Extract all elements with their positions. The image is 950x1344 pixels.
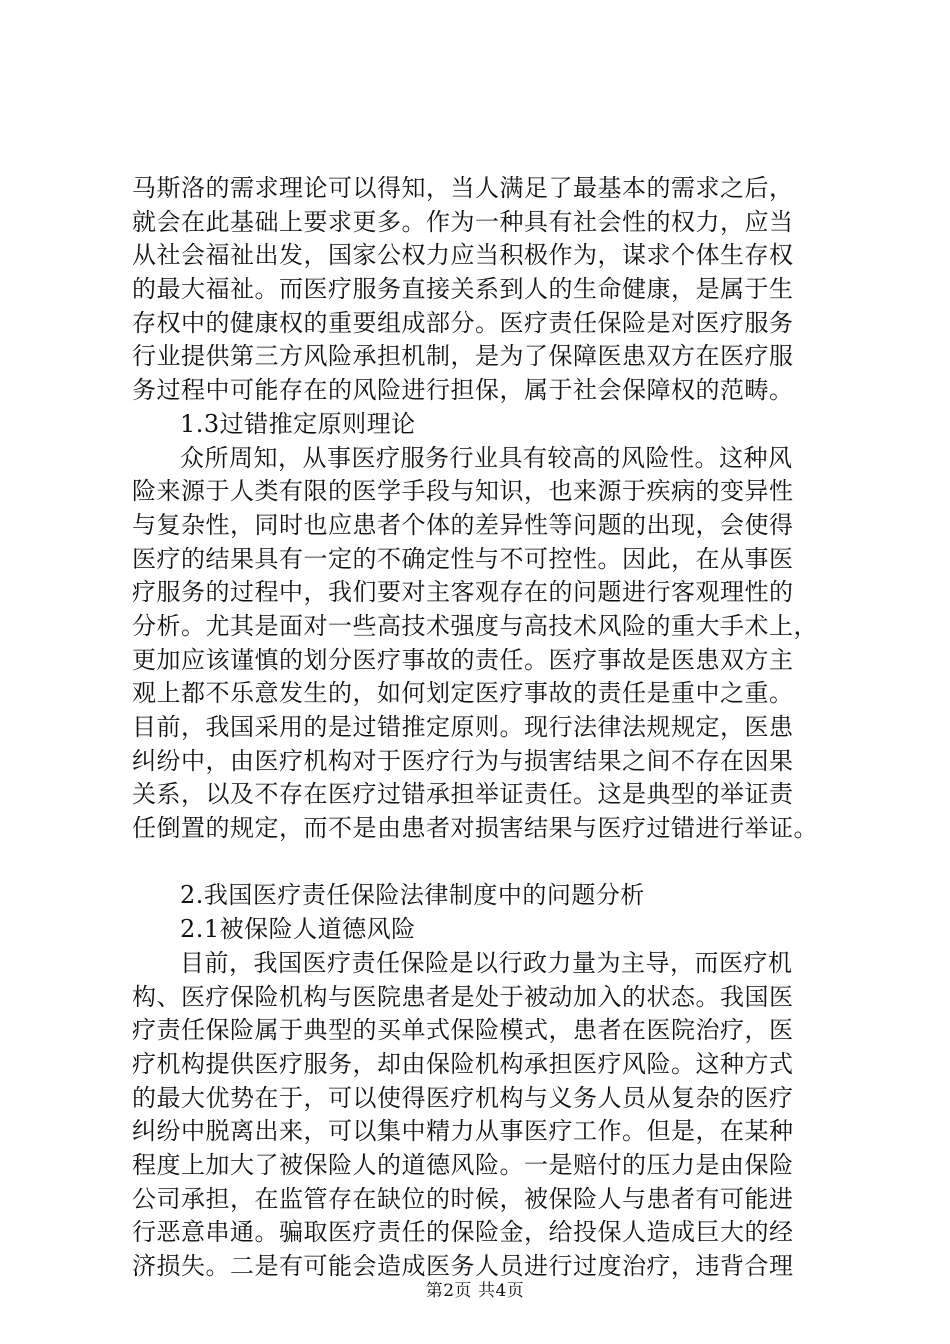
page-footer: 第2页 共4页 bbox=[425, 1281, 525, 1301]
paragraph-line: 疗服务的过程中，我们要对主客观存在的问题进行客观理性的 bbox=[132, 578, 794, 607]
paragraph-line: 险来源于人类有限的医学手段与知识，也来源于疾病的变异性 bbox=[132, 477, 794, 506]
subsection-heading: 2.1被保险人道德风险 bbox=[180, 915, 416, 944]
paragraph-line: 疗责任保险属于典型的买单式保险模式，患者在医院治疗，医 bbox=[132, 1016, 794, 1045]
paragraph-line: 纠纷中脱离出来，可以集中精力从事医疗工作。但是，在某种 bbox=[132, 1117, 794, 1146]
paragraph-line: 与复杂性，同时也应患者个体的差异性等问题的出现，会使得 bbox=[132, 510, 794, 539]
paragraph-line: 济损失。二是有可能会造成医务人员进行过度治疗，违背合理 bbox=[132, 1252, 794, 1280]
paragraph-line: 公司承担，在监管存在缺位的时候，被保险人与患者有可能进 bbox=[132, 1184, 794, 1213]
paragraph-line: 存权中的健康权的重要组成部分。医疗责任保险是对医疗服务 bbox=[132, 308, 794, 337]
paragraph-line: 分析。尤其是面对一些高技术强度与高技术风险的重大手术上， bbox=[132, 611, 818, 640]
paragraph-line: 就会在此基础上要求更多。作为一种具有社会性的权力，应当 bbox=[132, 207, 794, 236]
paragraph-line: 构、医疗保险机构与医院患者是处于被动加入的状态。我国医 bbox=[132, 982, 794, 1011]
paragraph-line: 马斯洛的需求理论可以得知，当人满足了最基本的需求之后， bbox=[132, 174, 794, 202]
paragraph-line: 医疗的结果具有一定的不确定性与不可控性。因此，在从事医 bbox=[132, 544, 794, 573]
paragraph-line: 纠纷中，由医疗机构对于医疗行为与损害结果之间不存在因果 bbox=[132, 746, 794, 775]
section-heading: 2.我国医疗责任保险法律制度中的问题分析 bbox=[180, 881, 645, 910]
paragraph-line: 众所周知，从事医疗服务行业具有较高的风险性。这种风 bbox=[180, 443, 793, 472]
paragraph-line: 务过程中可能存在的风险进行担保，属于社会保障权的范畴。 bbox=[132, 376, 794, 405]
paragraph-line: 目前，我国采用的是过错推定原则。现行法律法规规定，医患 bbox=[132, 713, 794, 741]
paragraph-line: 的最大福祉。而医疗服务直接关系到人的生命健康，是属于生 bbox=[132, 275, 794, 304]
paragraph-line: 更加应该谨慎的划分医疗事故的责任。医疗事故是医患双方主 bbox=[132, 645, 794, 674]
paragraph-gap bbox=[132, 846, 852, 880]
body-text bbox=[132, 172, 852, 1284]
paragraph-line: 疗机构提供医疗服务，却由保险机构承担医疗风险。这种方式 bbox=[132, 1049, 794, 1078]
section-heading: 1.3过错推定原则理论 bbox=[180, 409, 416, 438]
paragraph-line: 关系，以及不存在医疗过错承担举证责任。这是典型的举证责 bbox=[132, 780, 794, 809]
paragraph-line: 程度上加大了被保险人的道德风险。一是赔付的压力是由保险 bbox=[132, 1150, 794, 1179]
paragraph-line: 观上都不乐意发生的，如何划定医疗事故的责任是重中之重。 bbox=[132, 679, 794, 708]
paragraph-line: 目前，我国医疗责任保险是以行政力量为主导，而医疗机 bbox=[180, 948, 793, 977]
paragraph-line: 任倒置的规定，而不是由患者对损害结果与医疗过错进行举证。 bbox=[132, 814, 818, 843]
paragraph-line: 的最大优势在于，可以使得医疗机构与义务人员从复杂的医疗 bbox=[132, 1083, 794, 1112]
paragraph-line: 行恶意串通。骗取医疗责任的保险金，给投保人造成巨大的经 bbox=[132, 1218, 794, 1247]
paragraph-line: 从社会福祉出发，国家公权力应当积极作为，谋求个体生存权 bbox=[132, 241, 794, 270]
paragraph-line: 行业提供第三方风险承担机制，是为了保障医患双方在医疗服 bbox=[132, 342, 794, 371]
